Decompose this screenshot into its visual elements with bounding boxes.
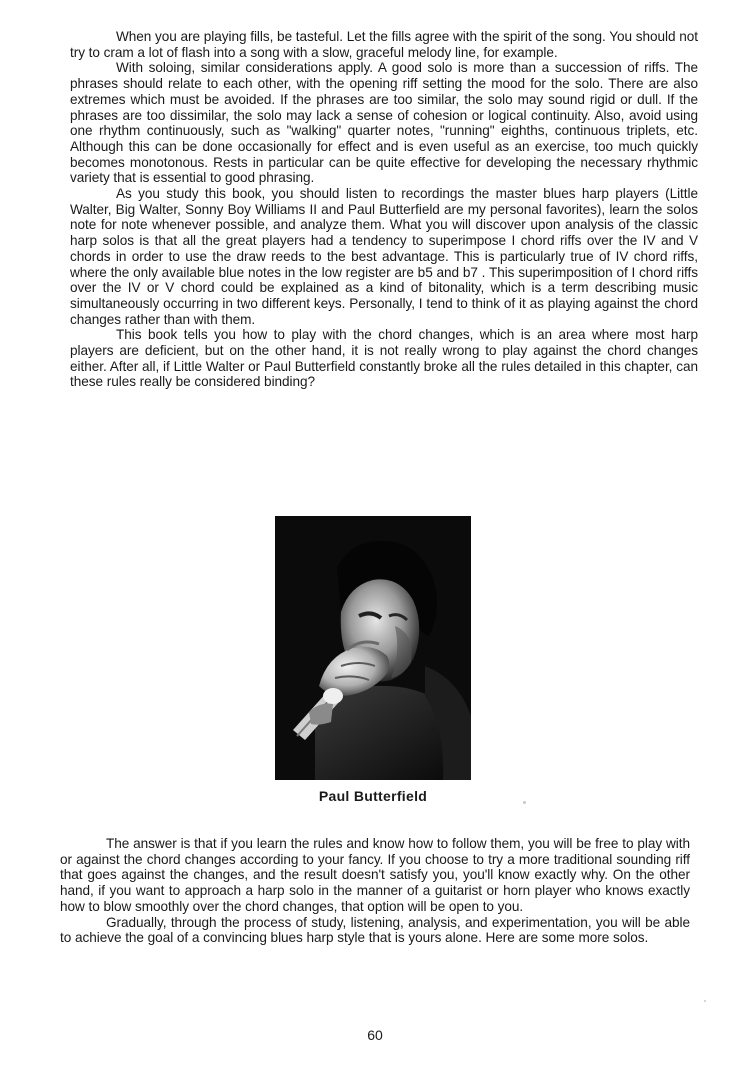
paragraph-soloing: With soloing, similar considerations apply. A good solo is more than a succession of riffs. The phrases should relate to each other, with the opening riff setting the mood for the solo. There are also extremes which must be avoided. If the phrases are too similar, the solo may sound rigid or dull. If the phrases are too dissimilar, the solo may lack a sense of cohesion or logical continuity. Also, avoid using one rhythm continuously, such as "walking" quarter notes, "running" eighths, continuous triplets, etc. Although this can be done occasionally for effect and is even useful as an exercise, too much quickly becomes monotonous. Rests in particular can be quite effective for developing the necessary rhythmic variety that is essential to good phrasing.	[70, 60, 698, 186]
page-number: 60	[367, 1027, 383, 1043]
paragraph-gradually: Gradually, through the process of study, listening, analysis, and experimentation, you will be able to achieve the goal of a convincing blues harp style that is yours alone. Here are some more solos.	[60, 914, 690, 946]
paragraph-chord-changes: This book tells you how to play with the chord changes, which is an area where most harp players are deficient, but on the other hand, it is not really wrong to play against the chord changes either. After all, if Little Walter or Paul Butterfield constantly broke all the rules detailed in this chapter, can these rules really be considered binding?	[70, 327, 698, 390]
paragraph-fills: When you are playing fills, be tasteful. Let the fills agree with the spirit of the song. You should not try to cram a lot of flash into a song with a slow, graceful melody line, for example.	[70, 29, 698, 60]
photo-caption: Paul Butterfield	[318, 788, 428, 804]
body-text-bottom	[60, 836, 690, 946]
paper-speck	[523, 801, 526, 804]
harmonica-player-photo-icon	[275, 516, 471, 780]
body-text-top	[70, 29, 698, 390]
paragraph-answer: The answer is that if you learn the rules and know how to follow them, you will be free to play with or against the chord changes according to your fancy. If you choose to try a more traditional sounding riff that goes against the changes, and the result doesn't satisfy you, you'll know exactly why. On the other hand, if you want to approach a harp solo in the manner of a guitarist or horn player who knows exactly how to blow smoothly over the chord changes, that option will be open to you.	[60, 836, 690, 914]
paul-butterfield-photo	[275, 516, 471, 780]
paper-speck	[704, 1000, 706, 1002]
paragraph-study: As you study this book, you should listen to recordings the master blues harp players (Little Walter, Big Walter, Sonny Boy Williams II and Paul Butterfield are my personal favorites), learn the solos note for note whenever possible, and analyze them. What you will discover upon analysis of the classic harp solos is that all the great players had a tendency to superimpose I chord riffs over the IV and V chords in order to use the draw reeds to the best advantage. This is particularly true of IV chord riffs, where the only available blue notes in the low register are b5 and b7 . This superimposition of I chord riffs over the IV or V chord could be explained as a kind of bitonality, which is a term describing music simultaneously occurring in two different keys. Personally, I tend to think of it as playing against the chord changes rather than with them.	[70, 186, 698, 327]
